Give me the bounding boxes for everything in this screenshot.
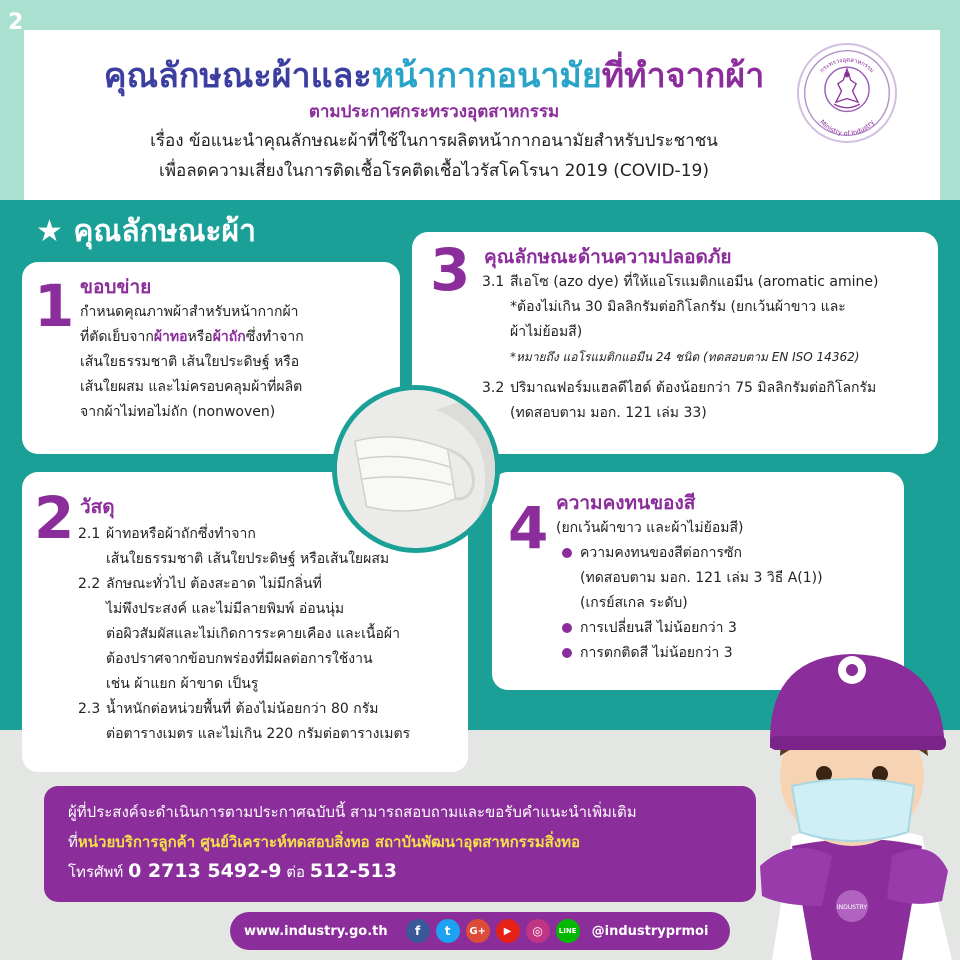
- title-part-2: หน้ากากอนามัย: [371, 56, 602, 96]
- card-safety: [412, 232, 938, 454]
- card-title: ขอบข่าย: [80, 276, 152, 298]
- youtube-icon[interactable]: ▶: [496, 919, 520, 943]
- card-number: 3: [430, 236, 471, 304]
- seal-text-thai: กระทรวงอุตสาหกรรม: [818, 56, 876, 75]
- subject: [44, 126, 824, 186]
- twitter-icon[interactable]: t: [436, 919, 460, 943]
- scope-line: จากผ้าไม่ทอไม่ถัก (nonwoven): [80, 404, 276, 420]
- ministry-seal-icon: [801, 47, 893, 139]
- facebook-icon[interactable]: f: [406, 919, 430, 943]
- item-line: สีเอโซ (azo dye) ที่ให้แอโรแมติกแอมีน (aromatic amine): [510, 274, 879, 290]
- scope-text: หรือ: [187, 329, 213, 345]
- item-line: ไม่พึงประสงค์ และไม่มีลายพิมพ์ อ่อนนุ่ม: [106, 601, 345, 617]
- scope-text: ที่ตัดเย็บจาก: [80, 329, 154, 345]
- line-icon[interactable]: LINE: [556, 919, 580, 943]
- ministry-seal-logo: [797, 43, 897, 143]
- mascot-character-icon: [752, 636, 952, 960]
- info-line-2: [68, 830, 580, 854]
- item-line: ผ้าทอหรือผ้าถักซึ่งทำจาก: [106, 526, 256, 542]
- info-line-3: [68, 860, 397, 884]
- svg-text:กระทรวงอุตสาหกรรม: [819, 57, 876, 75]
- item-line: เส้นใยธรรมชาติ เส้นใยประดิษฐ์ หรือเส้นใยผสม: [106, 551, 390, 567]
- bullet-icon: [562, 648, 572, 658]
- item-line: ผ้าไม่ย้อมสี): [510, 324, 583, 340]
- phone-number: 0 2713 5492-9: [128, 860, 282, 882]
- item-line: เช่น ผ้าแยก ผ้าขาด เป็นรู: [106, 676, 259, 692]
- card-title: วัสดุ: [80, 496, 115, 518]
- card-body: [80, 300, 390, 425]
- card-body: [482, 270, 932, 426]
- item-line: ปริมาณฟอร์มแฮลดีไฮด์ ต้องน้อยกว่า 75 มิลลิกรัมต่อกิโลกรัม: [510, 380, 877, 396]
- bullet-text: การตกติดสี ไม่น้อยกว่า 3: [580, 645, 733, 661]
- item-line: (ทดสอบตาม มอก. 121 เล่ม 33): [510, 405, 707, 421]
- info-line-1: ผู้ที่ประสงค์จะดำเนินการตามประกาศฉบับนี้ สามารถสอบถามและขอรับคำแนะนำเพิ่มเติม: [68, 803, 637, 821]
- woven-highlight: ผ้าทอ: [153, 329, 188, 345]
- googleplus-icon[interactable]: G+: [466, 919, 490, 943]
- main-title: [44, 48, 824, 102]
- scope-line: เส้นใยผสม และไม่ครอบคลุมผ้าที่ผลิต: [80, 379, 303, 395]
- safety-item: [482, 270, 932, 370]
- scope-line: กำหนดคุณภาพผ้าสำหรับหน้ากากผ้า: [80, 304, 299, 320]
- bullet-text: การเปลี่ยนสี ไม่น้อยกว่า 3: [580, 620, 737, 636]
- website-link[interactable]: www.industry.go.th: [244, 923, 388, 939]
- bullet-text: ความคงทนของสีต่อการซัก: [580, 545, 743, 561]
- card-number: 2: [34, 484, 75, 552]
- subject-line-2: เพื่อลดความเสี่ยงในการติดเชื้อโรคติดเชื้อไวรัสโคโรนา 2019 (COVID-19): [159, 161, 709, 181]
- safety-item: [482, 376, 932, 426]
- footer-bar: [230, 912, 730, 950]
- subject-line-1: เรื่อง ข้อแนะนำคุณลักษณะผ้าที่ใช้ในการผลิตหน้ากากอนามัยสำหรับประชาชน: [150, 131, 718, 151]
- info-prefix: ที่: [68, 833, 78, 851]
- item-line: *ต้องไม่เกิน 30 มิลลิกรัมต่อกิโลกรัม (ยกเว้นผ้าขาว และ: [510, 299, 846, 315]
- item-line: น้ำหนักต่อหน่วยพื้นที่ ต้องไม่น้อยกว่า 80 กรัม: [106, 701, 379, 717]
- card-subtitle: (ยกเว้นผ้าขาว และผ้าไม่ย้อมสี): [556, 520, 744, 536]
- item-index: 3.1: [482, 274, 505, 290]
- section-title: คุณลักษณะผ้า: [73, 214, 256, 249]
- item-index: 2.3: [78, 701, 101, 717]
- mascot-badge-text: INDUSTRY: [836, 904, 868, 911]
- ext-label: ต่อ: [286, 863, 305, 881]
- star-icon: ★: [36, 214, 63, 249]
- page-number: 2: [8, 10, 24, 35]
- material-item: [78, 572, 468, 697]
- contact-info-box: [44, 786, 756, 902]
- card-title: ความคงทนของสี: [556, 492, 696, 514]
- material-item: [78, 697, 468, 747]
- item-note: *หมายถึง แอโรแมติกแอมีน 24 ชนิด (ทดสอบตาม EN ISO 14362): [510, 350, 860, 364]
- item-index: 2.1: [78, 526, 101, 542]
- fabric-mask-photo: [332, 385, 500, 553]
- card-body: [78, 522, 468, 747]
- bullet-text: (ทดสอบตาม มอก. 121 เล่ม 3 วิธี A(1)): [580, 570, 823, 586]
- svg-text:Ministry of Industry: [818, 118, 876, 137]
- scope-line: [80, 325, 390, 350]
- ext-number: 512-513: [309, 860, 397, 882]
- item-line: ต่อผิวสัมผัสและไม่เกิดการระคายเคือง และเนื้อผ้า: [106, 626, 400, 642]
- item-line: ต้องปราศจากข้อบกพร่องที่มีผลต่อการใช้งาน: [106, 651, 373, 667]
- mask-icon: [337, 390, 495, 548]
- phone-label: โทรศัพท์: [68, 863, 124, 881]
- bullet-text: (เกรย์สเกล ระดับ): [580, 595, 688, 611]
- card-number: 4: [508, 494, 549, 562]
- item-index: 3.2: [482, 380, 505, 396]
- sub-title: ตามประกาศกระทรวงอุตสาหกรรม: [308, 102, 560, 122]
- item-line: ลักษณะทั่วไป ต้องสะอาด ไม่มีกลิ่นที่: [106, 576, 322, 592]
- knitted-highlight: ผ้าถัก: [212, 329, 246, 345]
- title-part-1: คุณลักษณะผ้าและ: [103, 56, 372, 96]
- seal-text-en: Ministry of Industry: [818, 118, 876, 138]
- instagram-icon[interactable]: ◎: [526, 919, 550, 943]
- item-line: ต่อตารางเมตร และไม่เกิน 220 กรัมต่อตารางเมตร: [106, 726, 411, 742]
- scope-line: เส้นใยธรรมชาติ เส้นใยประดิษฐ์ หรือ: [80, 354, 300, 370]
- social-handle[interactable]: @industryprmoi: [591, 923, 709, 939]
- card-number: 1: [34, 272, 75, 340]
- section-heading: [36, 208, 256, 255]
- title-part-3: ที่ทำจากผ้า: [601, 56, 765, 96]
- card-title: คุณลักษณะด้านความปลอดภัย: [484, 246, 732, 268]
- item-index: 2.2: [78, 576, 101, 592]
- bullet-icon: [562, 548, 572, 558]
- bullet-icon: [562, 623, 572, 633]
- scope-text: ซึ่งทำจาก: [245, 329, 304, 345]
- service-unit-highlight: หน่วยบริการลูกค้า ศูนย์วิเคราะห์ทดสอบสิ่งทอ สถาบันพัฒนาอุตสาหกรรมสิ่งทอ: [77, 833, 581, 851]
